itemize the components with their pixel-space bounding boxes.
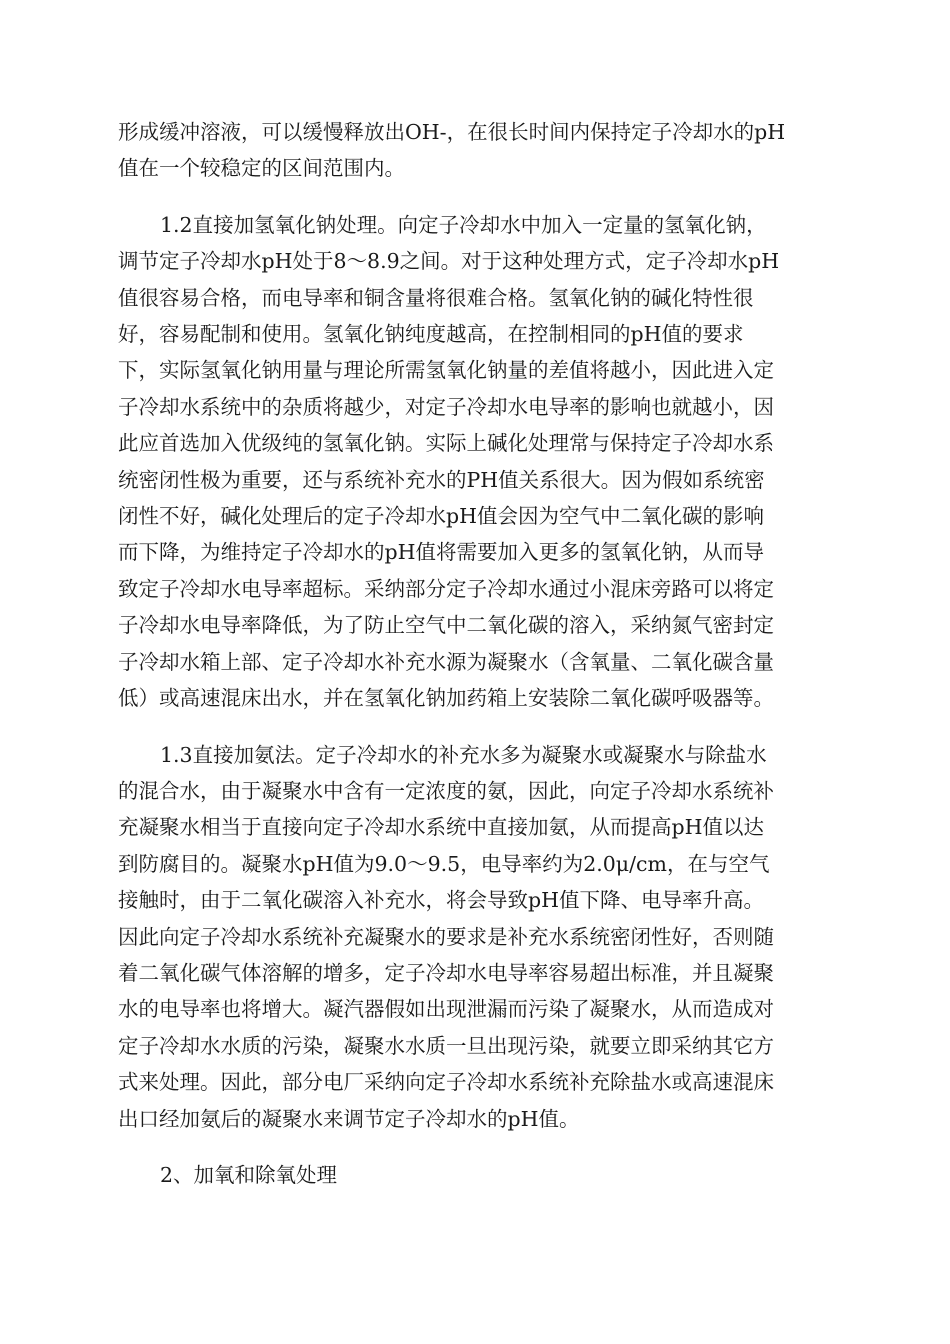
- heading-oxygen-treatment: 2、加氧和除氧处理: [160, 1162, 338, 1187]
- text-line: 下，实际氢氧化钠用量与理论所需氢氧化钠量的差值将越小，因此进入定: [118, 358, 774, 383]
- paragraph-buffer-solution: [118, 114, 836, 187]
- text-line: 到防腐目的。凝聚水pH值为9.0～9.5，电导率约为2.0μ/cm，在与空气: [118, 851, 770, 876]
- text-line: 因此向定子冷却水系统补充凝聚水的要求是补充水系统密闭性好，否则随: [118, 924, 774, 949]
- text-line: 1.2直接加氢氧化钠处理。向定子冷却水中加入一定量的氢氧化钠，: [160, 212, 767, 237]
- text-line: 值很容易合格，而电导率和铜含量将很难合格。氢氧化钠的碱化特性很: [118, 285, 754, 310]
- text-line: 形成缓冲溶液，可以缓慢释放出OH-，在很长时间内保持定子冷却水的pH: [118, 120, 786, 144]
- text-line: 子冷却水箱上部、定子冷却水补充水源为凝聚水（含氧量、二氧化碳含量: [118, 649, 774, 674]
- text-line: 统密闭性极为重要，还与系统补充水的PH值关系很大。因为假如系统密: [118, 467, 765, 492]
- text-line: 接触时，由于二氧化碳溶入补充水，将会导致pH值下降、电导率升高。: [118, 888, 764, 913]
- text-line: 子冷却水电导率降低，为了防止空气中二氧化碳的溶入，采纳氮气密封定: [118, 613, 774, 638]
- section-heading: [118, 1157, 836, 1193]
- text-line: 出口经加氨后的凝聚水来调节定子冷却水的pH值。: [118, 1106, 580, 1131]
- text-line: 闭性不好，碱化处理后的定子冷却水pH值会因为空气中二氧化碳的影响: [118, 504, 764, 529]
- text-line: 的混合水，由于凝聚水中含有一定浓度的氨，因此，向定子冷却水系统补: [118, 778, 774, 803]
- paragraph-sodium-hydroxide: [118, 207, 836, 717]
- text-line: 水的电导率也将增大。凝汽器假如出现泄漏而污染了凝聚水，从而造成对: [118, 997, 774, 1022]
- text-line: 此应首选加入优级纯的氢氧化钠。实际上碱化处理常与保持定子冷却水系: [118, 431, 774, 456]
- document-page: [118, 114, 836, 1193]
- text-line: 而下降，为维持定子冷却水的pH值将需要加入更多的氢氧化钠，从而导: [118, 540, 764, 565]
- text-line: 充凝聚水相当于直接向定子冷却水系统中直接加氨，从而提高pH值以达: [118, 815, 764, 840]
- text-line: 调节定子冷却水pH处于8～8.9之间。对于这种处理方式，定子冷却水pH: [118, 249, 780, 274]
- text-line: 致定子冷却水电导率超标。采纳部分定子冷却水通过小混床旁路可以将定: [118, 576, 774, 601]
- text-line: 子冷却水系统中的杂质将越少，对定子冷却水电导率的影响也就越小，因: [118, 394, 774, 419]
- text-line: 式来处理。因此，部分电厂采纳向定子冷却水系统补充除盐水或高速混床: [118, 1070, 774, 1095]
- text-line: 着二氧化碳气体溶解的增多，定子冷却水电导率容易超出标准，并且凝聚: [118, 960, 774, 985]
- text-line: 低）或高速混床出水，并在氢氧化钠加药箱上安装除二氧化碳呼吸器等。: [118, 686, 774, 711]
- text-line: 好，容易配制和使用。氢氧化钠纯度越高，在控制相同的pH值的要求: [118, 322, 744, 347]
- text-line: 值在一个较稳定的区间范围内。: [118, 156, 405, 181]
- text-line: 定子冷却水水质的污染，凝聚水水质一旦出现污染，就要立即采纳其它方: [118, 1033, 774, 1058]
- text-line: 1.3直接加氨法。定子冷却水的补充水多为凝聚水或凝聚水与除盐水: [160, 742, 767, 767]
- paragraph-ammonia: [118, 737, 836, 1137]
